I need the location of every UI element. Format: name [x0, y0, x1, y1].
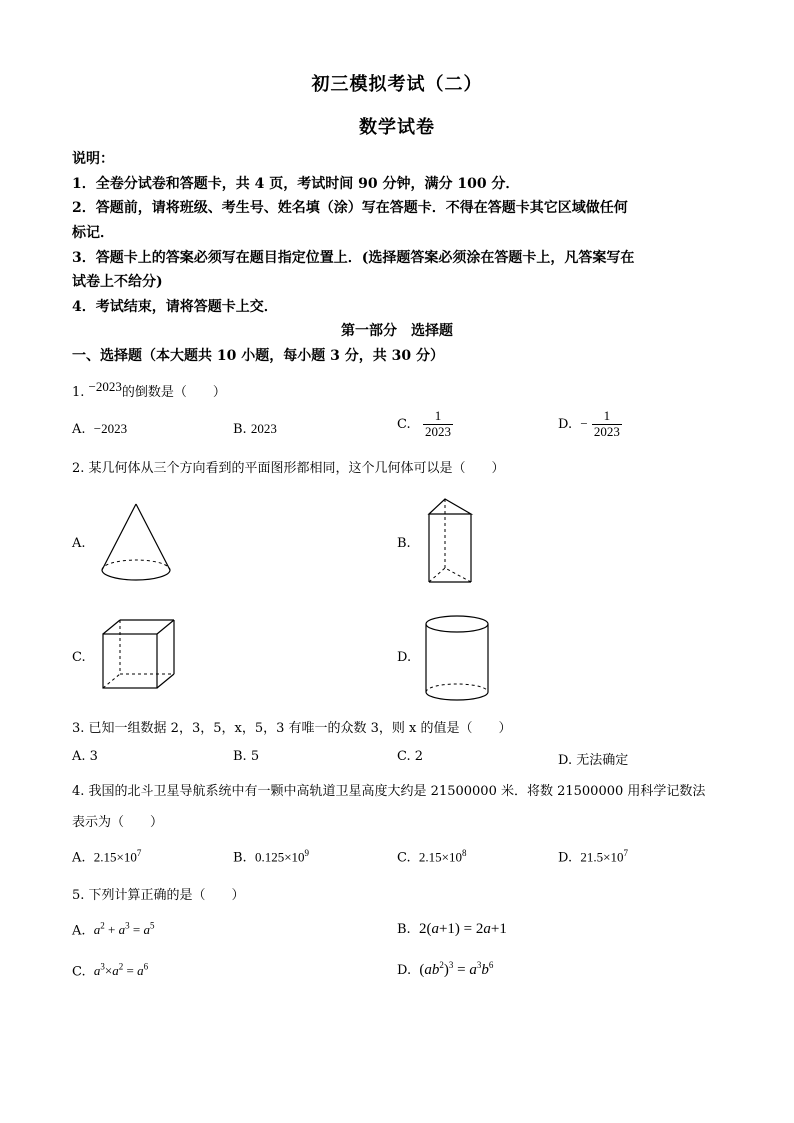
q3-option-d: D. 无法确定 — [558, 753, 629, 768]
q4-stem-line2: 表示为（ ） — [72, 815, 164, 830]
exam-title: 初三模拟考试（二） — [311, 74, 483, 95]
q1-stem — [72, 381, 226, 400]
q3-stem: 3. 已知一组数据 2，3，5，x，5，3 有唯一的众数 3，则 x 的值是（ ） — [72, 721, 512, 736]
q1-option-d: D. − $\frac{1}{2023}$ — [558, 408, 620, 439]
section-heading: 一、选择题（本大题共 10 小题，每小题 3 分，共 30 分） — [72, 348, 444, 364]
q5-option-c: C. $a^3\times a^2 = a^6$ — [72, 962, 149, 980]
part-heading: 第一部分 选择题 — [341, 323, 453, 339]
q3-option-a: A. 3 — [72, 749, 98, 764]
q5-option-b: B. 2(a+1) = 2a+1 — [397, 921, 507, 937]
q4-option-c: C. $2.15\times 10^8$ — [397, 848, 467, 866]
instruction-3a: 3．答题卡上的答案必须写在题目指定位置上．(选择题答案必须涂在答题卡上，凡答案写在 — [72, 250, 635, 266]
q5-option-d: D. $(ab^2)^3 = a^3b^6$ — [397, 960, 494, 978]
q1-expression: −2023 — [88, 379, 122, 394]
q2-option-b-label: B. — [397, 536, 411, 551]
q2-stem: 2. 某几何体从三个方向看到的平面图形都相同，这个几何体可以是（ ） — [72, 461, 505, 476]
q4-option-a: A. $2.15\times 10^7$ — [72, 848, 142, 866]
q1-option-b: B. 2023 — [233, 421, 277, 437]
q2-option-c-label: C. — [72, 650, 86, 665]
instruction-2b: 标记． — [72, 225, 114, 241]
instruction-4: 4．考试结束，请将答题卡上交． — [72, 299, 278, 315]
q2-option-d-label: D. — [397, 650, 412, 665]
q4-option-b: B. $0.125\times 10^9$ — [233, 848, 310, 866]
cone-figure — [98, 500, 178, 585]
q3-option-b: B. 5 — [233, 749, 260, 764]
instruction-2a: 2．答题前，请将班级、考生号、姓名填（涂）写在答题卡．不得在答题卡其它区域做任何 — [72, 200, 628, 216]
q4-option-d: D. $21.5\times 10^7$ — [558, 848, 628, 866]
instructions-heading: 说明： — [72, 151, 114, 167]
q5-option-a: A. $a^2 + a^3 = a^5$ — [72, 921, 155, 939]
instruction-3b: 试卷上不给分) — [72, 274, 163, 290]
q1-option-d-fraction: $\frac{1}{2023}$ — [593, 408, 620, 439]
cube-figure — [100, 617, 180, 697]
exam-subtitle: 数学试卷 — [359, 117, 435, 138]
q4-stem-line1: 4. 我国的北斗卫星导航系统中有一颗中高轨道卫星高度大约是 21500000 米．将数 21500000 用科学记数法 — [72, 784, 706, 799]
q2-option-a-label: A. — [72, 536, 86, 551]
q1-option-c-fraction: $\frac{1}{2023}$ — [425, 408, 452, 439]
cylinder-figure — [424, 614, 494, 704]
instruction-1: 1．全卷分试卷和答题卡，共 4 页，考试时间 90 分钟，满分 100 分． — [72, 176, 520, 192]
q1-option-c: C. $\frac{1}{2023}$ — [397, 408, 452, 439]
q5-stem: 5. 下列计算正确的是（ ） — [72, 888, 245, 903]
q1-number: 1. — [72, 385, 85, 400]
triangular-prism-figure — [425, 496, 485, 591]
q3-option-c: C. 2 — [397, 749, 424, 764]
q1-text: 的倒数是（ ） — [121, 385, 226, 400]
q1-option-a: A. −2023 — [72, 421, 128, 437]
